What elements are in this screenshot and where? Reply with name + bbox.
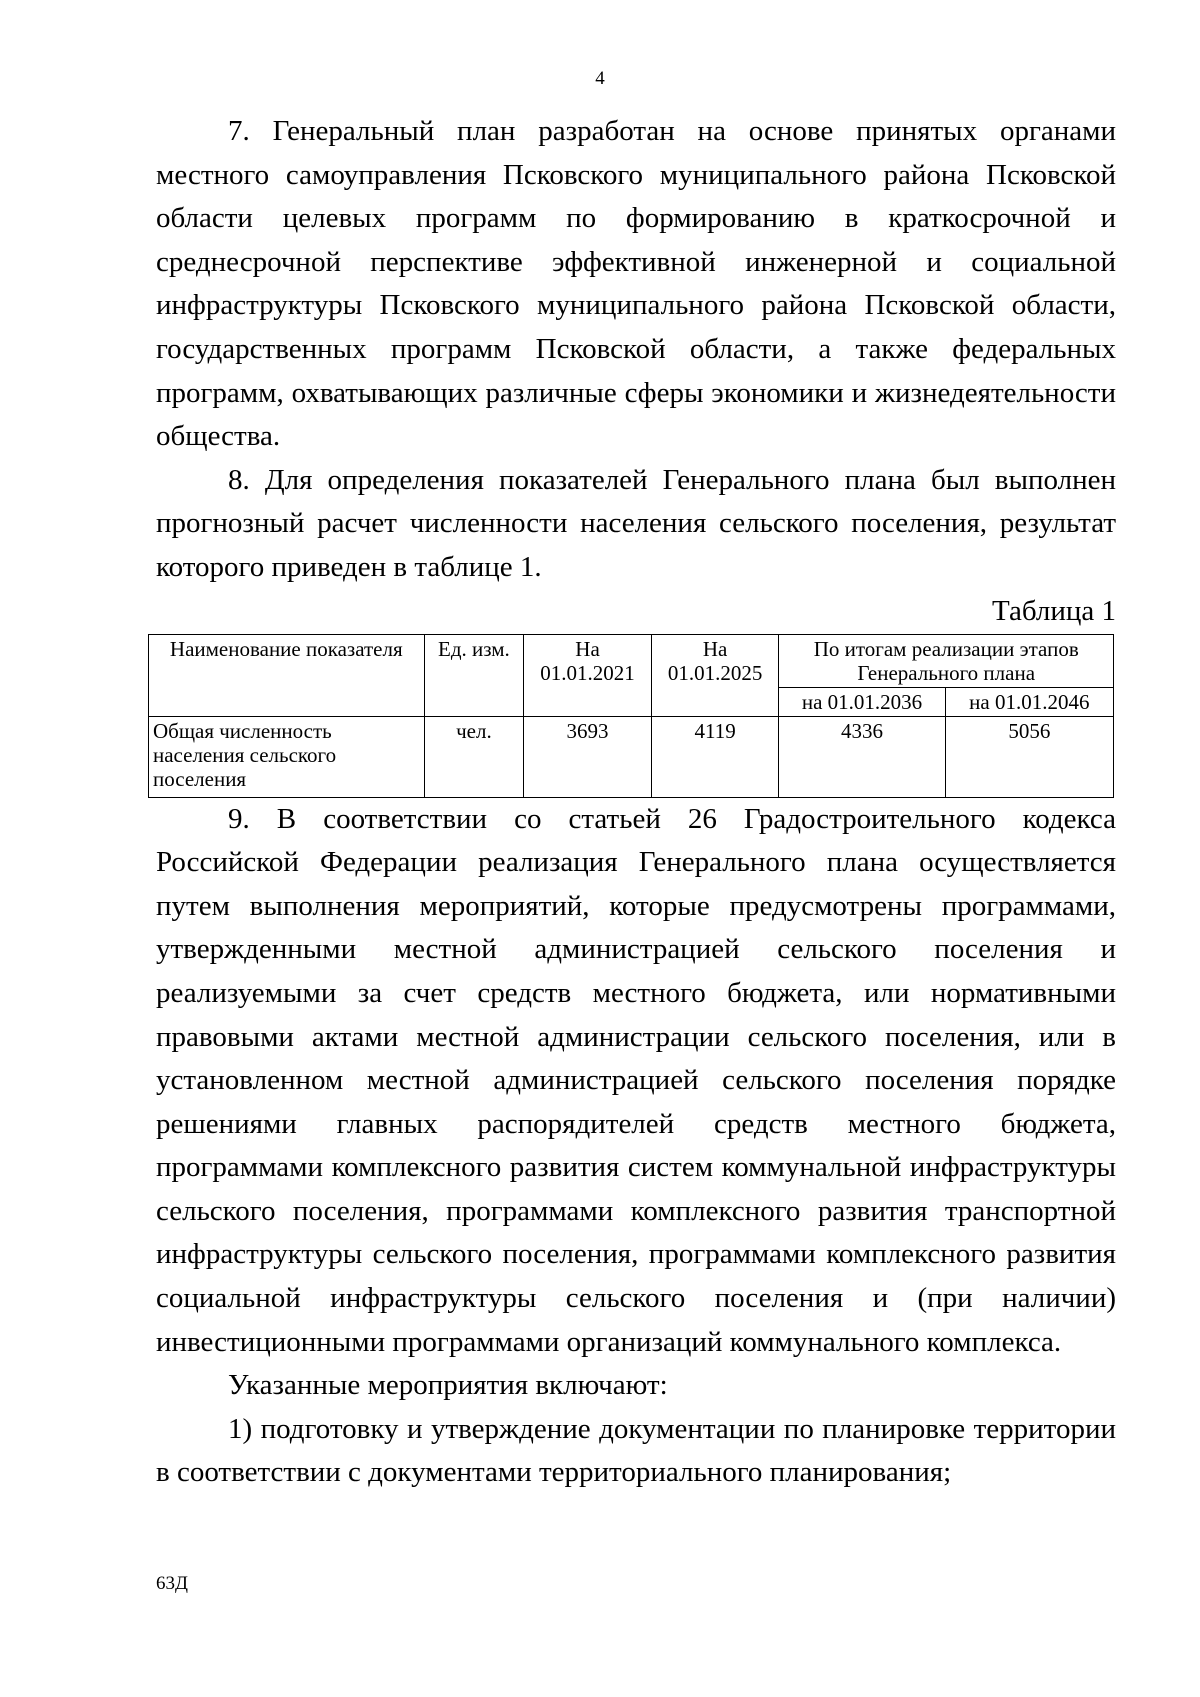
table-caption: Таблица 1 [991,594,1116,627]
header-stage-2046: на 01.01.2046 [945,687,1113,716]
paragraph-9: 9. В соответствии со статьей 26 Градостроительного кодекса Российской Федерации реализация Генерального плана осуществляется путем выполнения мероприятий, которые предусмотрены программами, утвержденными местной администрацией сельского поселения и реализуемыми за счет средств местного бюджета, или нормативными правовыми актами местной администрации сельского поселения, или в установленном местной администрацией сельского поселения порядке решениями главных распорядителей средств местного бюджета, программами комплексного развития систем коммунальной инфраструктуры сельского поселения, программами комплексного развития транспортной инфраструктуры сельского поселения, программами комплексного развития социальной инфраструктуры сельского поселения и (при наличии) инвестиционными программами организаций коммунального комплекса. [156,802,1116,1358]
header-date-2025: На 01.01.2025 [651,634,779,716]
table-header-row [149,634,1114,687]
document-code: 63Д [156,1573,188,1594]
paragraph-8: 8. Для определения показателей Генерального плана был выполнен прогнозный расчет численности населения сельского поселения, результат которого приведен в таблице 1. [156,463,1116,583]
document-body [153,110,1116,1495]
cell-value-2021: 3693 [524,716,652,797]
cell-indicator-name: Общая численность населения сельского поселения [149,716,425,797]
header-date-2021: На 01.01.2021 [524,634,652,716]
paragraph-measure-item-1: 1) подготовку и утверждение документации по планировке территории в соответствии с документами территориального планирования; [156,1412,1116,1489]
header-name: Наименование показателя [149,634,425,716]
cell-value-2036: 4336 [779,716,945,797]
header-stages: По итогам реализации этапов Генерального плана [779,634,1114,687]
header-unit: Ед. изм. [424,634,524,716]
table-row [149,716,1114,797]
cell-value-2046: 5056 [945,716,1113,797]
cell-value-2025: 4119 [651,716,779,797]
cell-unit: чел. [424,716,524,797]
paragraph-measures-intro: Указанные мероприятия включают: [228,1369,668,1402]
page-number: 4 [595,68,605,89]
paragraph-7: 7. Генеральный план разработан на основе принятых органами местного самоуправления Псковского муниципального района Псковской области целевых программ по формированию в краткосрочной и среднесрочной перспективе эффективной инженерной и социальной инфраструктуры Псковского муниципального района Псковской области, государственных программ Псковской области, а также федеральных программ, охватывающих различные сферы экономики и жизнедеятельности общества. [156,115,1116,453]
header-stage-2036: на 01.01.2036 [779,687,945,716]
population-table [148,634,1114,798]
